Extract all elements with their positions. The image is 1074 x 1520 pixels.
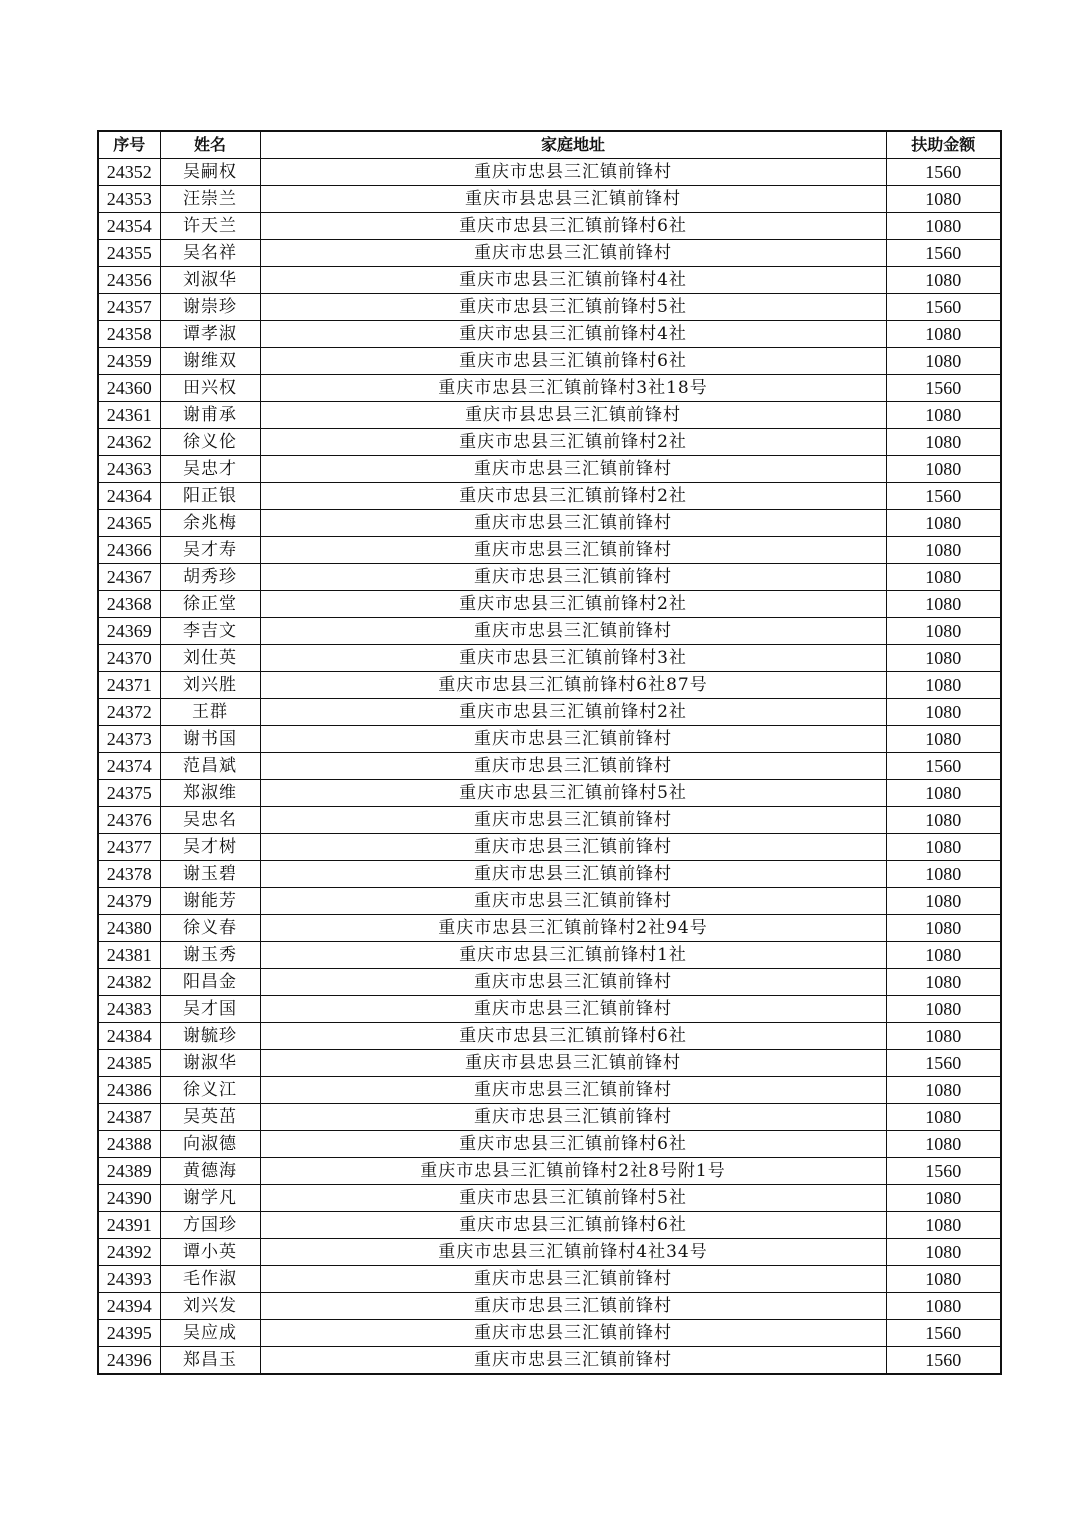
cell-address: 重庆市忠县三汇镇前锋村4社 <box>260 321 886 348</box>
cell-amount: 1080 <box>886 807 1001 834</box>
cell-address: 重庆市忠县三汇镇前锋村6社 <box>260 1131 886 1158</box>
cell-amount: 1080 <box>886 618 1001 645</box>
cell-address: 重庆市忠县三汇镇前锋村2社94号 <box>260 915 886 942</box>
cell-amount: 1080 <box>886 726 1001 753</box>
cell-name: 谢书国 <box>160 726 260 753</box>
cell-amount: 1080 <box>886 1293 1001 1320</box>
cell-address: 重庆市忠县三汇镇前锋村 <box>260 564 886 591</box>
cell-seq: 24378 <box>98 861 160 888</box>
cell-seq: 24392 <box>98 1239 160 1266</box>
cell-amount: 1080 <box>886 699 1001 726</box>
table-row <box>98 1050 1001 1077</box>
cell-amount: 1080 <box>886 1185 1001 1212</box>
cell-address: 重庆市忠县三汇镇前锋村4社34号 <box>260 1239 886 1266</box>
table-row <box>98 1023 1001 1050</box>
cell-name: 黄德海 <box>160 1158 260 1185</box>
cell-name: 刘仕英 <box>160 645 260 672</box>
cell-amount: 1080 <box>886 1077 1001 1104</box>
cell-seq: 24362 <box>98 429 160 456</box>
cell-amount: 1080 <box>886 1239 1001 1266</box>
cell-amount: 1080 <box>886 456 1001 483</box>
cell-address: 重庆市忠县三汇镇前锋村 <box>260 888 886 915</box>
cell-seq: 24363 <box>98 456 160 483</box>
table-body <box>98 159 1001 1375</box>
cell-amount: 1080 <box>886 942 1001 969</box>
cell-name: 谭小英 <box>160 1239 260 1266</box>
table-row <box>98 591 1001 618</box>
cell-name: 徐义伦 <box>160 429 260 456</box>
cell-amount: 1560 <box>886 1347 1001 1375</box>
cell-name: 田兴权 <box>160 375 260 402</box>
cell-amount: 1080 <box>886 996 1001 1023</box>
cell-name: 谭孝淑 <box>160 321 260 348</box>
cell-seq: 24354 <box>98 213 160 240</box>
cell-seq: 24358 <box>98 321 160 348</box>
cell-address: 重庆市忠县三汇镇前锋村4社 <box>260 267 886 294</box>
header-amount: 扶助金额 <box>886 131 1001 159</box>
cell-address: 重庆市忠县三汇镇前锋村 <box>260 969 886 996</box>
cell-seq: 24394 <box>98 1293 160 1320</box>
table-row <box>98 402 1001 429</box>
cell-name: 刘兴发 <box>160 1293 260 1320</box>
cell-seq: 24382 <box>98 969 160 996</box>
table-row <box>98 213 1001 240</box>
cell-amount: 1080 <box>886 429 1001 456</box>
header-name: 姓名 <box>160 131 260 159</box>
cell-address: 重庆市忠县三汇镇前锋村5社 <box>260 1185 886 1212</box>
cell-address: 重庆市忠县三汇镇前锋村6社 <box>260 1212 886 1239</box>
table-row <box>98 1347 1001 1375</box>
cell-seq: 24371 <box>98 672 160 699</box>
table-row <box>98 348 1001 375</box>
cell-name: 阳昌金 <box>160 969 260 996</box>
table-row <box>98 807 1001 834</box>
cell-address: 重庆市忠县三汇镇前锋村2社 <box>260 429 886 456</box>
table-row <box>98 834 1001 861</box>
cell-amount: 1080 <box>886 186 1001 213</box>
cell-name: 王群 <box>160 699 260 726</box>
cell-address: 重庆市忠县三汇镇前锋村 <box>260 807 886 834</box>
cell-address: 重庆市忠县三汇镇前锋村 <box>260 537 886 564</box>
table-row <box>98 753 1001 780</box>
cell-name: 余兆梅 <box>160 510 260 537</box>
table-row <box>98 1077 1001 1104</box>
cell-seq: 24390 <box>98 1185 160 1212</box>
table-row <box>98 672 1001 699</box>
cell-name: 吴忠名 <box>160 807 260 834</box>
cell-amount: 1080 <box>886 564 1001 591</box>
cell-amount: 1080 <box>886 1266 1001 1293</box>
cell-name: 范昌斌 <box>160 753 260 780</box>
cell-address: 重庆市县忠县三汇镇前锋村 <box>260 1050 886 1077</box>
table-row <box>98 1239 1001 1266</box>
cell-address: 重庆市忠县三汇镇前锋村 <box>260 1104 886 1131</box>
cell-name: 郑淑维 <box>160 780 260 807</box>
cell-seq: 24395 <box>98 1320 160 1347</box>
cell-seq: 24381 <box>98 942 160 969</box>
table-row <box>98 564 1001 591</box>
cell-name: 徐义春 <box>160 915 260 942</box>
table-row <box>98 726 1001 753</box>
table-row <box>98 321 1001 348</box>
cell-seq: 24374 <box>98 753 160 780</box>
cell-address: 重庆市县忠县三汇镇前锋村 <box>260 186 886 213</box>
cell-address: 重庆市忠县三汇镇前锋村 <box>260 1320 886 1347</box>
cell-address: 重庆市忠县三汇镇前锋村 <box>260 1347 886 1375</box>
cell-seq: 24376 <box>98 807 160 834</box>
cell-name: 许天兰 <box>160 213 260 240</box>
cell-address: 重庆市忠县三汇镇前锋村 <box>260 753 886 780</box>
table-row <box>98 1212 1001 1239</box>
header-address: 家庭地址 <box>260 131 886 159</box>
cell-name: 吴应成 <box>160 1320 260 1347</box>
header-seq: 序号 <box>98 131 160 159</box>
cell-address: 重庆市忠县三汇镇前锋村6社 <box>260 348 886 375</box>
table-row <box>98 510 1001 537</box>
table-row <box>98 429 1001 456</box>
cell-name: 谢维双 <box>160 348 260 375</box>
cell-seq: 24383 <box>98 996 160 1023</box>
cell-seq: 24379 <box>98 888 160 915</box>
cell-seq: 24375 <box>98 780 160 807</box>
cell-name: 阳正银 <box>160 483 260 510</box>
cell-address: 重庆市忠县三汇镇前锋村2社 <box>260 483 886 510</box>
cell-seq: 24353 <box>98 186 160 213</box>
cell-amount: 1560 <box>886 483 1001 510</box>
cell-seq: 24366 <box>98 537 160 564</box>
table-row <box>98 699 1001 726</box>
cell-amount: 1560 <box>886 240 1001 267</box>
cell-address: 重庆市忠县三汇镇前锋村 <box>260 510 886 537</box>
table-row <box>98 861 1001 888</box>
cell-name: 谢毓珍 <box>160 1023 260 1050</box>
cell-amount: 1080 <box>886 888 1001 915</box>
cell-amount: 1080 <box>886 969 1001 996</box>
cell-name: 谢淑华 <box>160 1050 260 1077</box>
cell-name: 徐正堂 <box>160 591 260 618</box>
cell-address: 重庆市忠县三汇镇前锋村2社8号附1号 <box>260 1158 886 1185</box>
table-row <box>98 294 1001 321</box>
table-row <box>98 456 1001 483</box>
table-row <box>98 1158 1001 1185</box>
cell-name: 郑昌玉 <box>160 1347 260 1375</box>
cell-seq: 24393 <box>98 1266 160 1293</box>
cell-name: 谢崇珍 <box>160 294 260 321</box>
cell-seq: 24355 <box>98 240 160 267</box>
cell-seq: 24373 <box>98 726 160 753</box>
cell-address: 重庆市忠县三汇镇前锋村3社 <box>260 645 886 672</box>
cell-amount: 1080 <box>886 348 1001 375</box>
cell-amount: 1560 <box>886 375 1001 402</box>
table-row <box>98 1320 1001 1347</box>
cell-amount: 1080 <box>886 1023 1001 1050</box>
cell-address: 重庆市忠县三汇镇前锋村 <box>260 726 886 753</box>
cell-address: 重庆市忠县三汇镇前锋村2社 <box>260 591 886 618</box>
cell-amount: 1080 <box>886 915 1001 942</box>
cell-seq: 24388 <box>98 1131 160 1158</box>
table-row <box>98 888 1001 915</box>
table-row <box>98 483 1001 510</box>
cell-name: 李吉文 <box>160 618 260 645</box>
cell-address: 重庆市忠县三汇镇前锋村5社 <box>260 294 886 321</box>
table-row <box>98 780 1001 807</box>
cell-amount: 1080 <box>886 213 1001 240</box>
cell-seq: 24352 <box>98 159 160 186</box>
cell-seq: 24357 <box>98 294 160 321</box>
cell-seq: 24372 <box>98 699 160 726</box>
cell-address: 重庆市忠县三汇镇前锋村6社 <box>260 213 886 240</box>
cell-amount: 1560 <box>886 1158 1001 1185</box>
cell-amount: 1080 <box>886 780 1001 807</box>
cell-seq: 24370 <box>98 645 160 672</box>
cell-amount: 1080 <box>886 321 1001 348</box>
cell-address: 重庆市忠县三汇镇前锋村 <box>260 1293 886 1320</box>
cell-address: 重庆市忠县三汇镇前锋村1社 <box>260 942 886 969</box>
cell-name: 谢学凡 <box>160 1185 260 1212</box>
cell-seq: 24396 <box>98 1347 160 1375</box>
header-row <box>98 131 1001 159</box>
cell-seq: 24385 <box>98 1050 160 1077</box>
cell-amount: 1560 <box>886 159 1001 186</box>
cell-name: 胡秀珍 <box>160 564 260 591</box>
cell-amount: 1080 <box>886 591 1001 618</box>
cell-name: 吴嗣权 <box>160 159 260 186</box>
cell-name: 吴才寿 <box>160 537 260 564</box>
table-row <box>98 996 1001 1023</box>
cell-seq: 24386 <box>98 1077 160 1104</box>
cell-name: 毛作淑 <box>160 1266 260 1293</box>
cell-amount: 1080 <box>886 267 1001 294</box>
table-row <box>98 1104 1001 1131</box>
table-row <box>98 942 1001 969</box>
table-row <box>98 267 1001 294</box>
cell-name: 谢玉碧 <box>160 861 260 888</box>
table-row <box>98 240 1001 267</box>
cell-name: 刘淑华 <box>160 267 260 294</box>
cell-name: 吴名祥 <box>160 240 260 267</box>
cell-seq: 24384 <box>98 1023 160 1050</box>
cell-name: 汪崇兰 <box>160 186 260 213</box>
cell-address: 重庆市忠县三汇镇前锋村 <box>260 240 886 267</box>
table-row <box>98 618 1001 645</box>
cell-name: 吴英茁 <box>160 1104 260 1131</box>
cell-seq: 24356 <box>98 267 160 294</box>
cell-seq: 24391 <box>98 1212 160 1239</box>
table-row <box>98 1131 1001 1158</box>
table-row <box>98 1266 1001 1293</box>
cell-amount: 1080 <box>886 1131 1001 1158</box>
cell-seq: 24365 <box>98 510 160 537</box>
cell-name: 谢玉秀 <box>160 942 260 969</box>
cell-address: 重庆市忠县三汇镇前锋村6社87号 <box>260 672 886 699</box>
subsidy-roster-table <box>97 130 1002 1375</box>
cell-amount: 1560 <box>886 1050 1001 1077</box>
table-row <box>98 186 1001 213</box>
cell-seq: 24367 <box>98 564 160 591</box>
cell-address: 重庆市忠县三汇镇前锋村5社 <box>260 780 886 807</box>
cell-seq: 24364 <box>98 483 160 510</box>
cell-amount: 1080 <box>886 672 1001 699</box>
cell-seq: 24377 <box>98 834 160 861</box>
cell-seq: 24380 <box>98 915 160 942</box>
table-row <box>98 1185 1001 1212</box>
cell-name: 方国珍 <box>160 1212 260 1239</box>
cell-amount: 1560 <box>886 1320 1001 1347</box>
cell-amount: 1560 <box>886 753 1001 780</box>
cell-amount: 1080 <box>886 1104 1001 1131</box>
cell-amount: 1080 <box>886 1212 1001 1239</box>
cell-amount: 1080 <box>886 537 1001 564</box>
cell-seq: 24389 <box>98 1158 160 1185</box>
cell-seq: 24387 <box>98 1104 160 1131</box>
table-header <box>98 131 1001 159</box>
cell-name: 吴才国 <box>160 996 260 1023</box>
cell-address: 重庆市忠县三汇镇前锋村 <box>260 1077 886 1104</box>
cell-seq: 24359 <box>98 348 160 375</box>
cell-address: 重庆市忠县三汇镇前锋村 <box>260 834 886 861</box>
cell-seq: 24360 <box>98 375 160 402</box>
table-row <box>98 645 1001 672</box>
cell-address: 重庆市忠县三汇镇前锋村 <box>260 159 886 186</box>
cell-address: 重庆市忠县三汇镇前锋村2社 <box>260 699 886 726</box>
cell-amount: 1080 <box>886 861 1001 888</box>
table-row <box>98 375 1001 402</box>
cell-name: 刘兴胜 <box>160 672 260 699</box>
cell-amount: 1080 <box>886 834 1001 861</box>
cell-seq: 24368 <box>98 591 160 618</box>
cell-amount: 1080 <box>886 510 1001 537</box>
cell-address: 重庆市忠县三汇镇前锋村 <box>260 456 886 483</box>
cell-address: 重庆市忠县三汇镇前锋村3社18号 <box>260 375 886 402</box>
table-row <box>98 537 1001 564</box>
cell-name: 向淑德 <box>160 1131 260 1158</box>
cell-name: 吴忠才 <box>160 456 260 483</box>
cell-address: 重庆市忠县三汇镇前锋村 <box>260 618 886 645</box>
table-row <box>98 159 1001 186</box>
cell-seq: 24361 <box>98 402 160 429</box>
cell-name: 谢甫承 <box>160 402 260 429</box>
cell-name: 谢能芳 <box>160 888 260 915</box>
cell-address: 重庆市忠县三汇镇前锋村6社 <box>260 1023 886 1050</box>
table-row <box>98 915 1001 942</box>
cell-address: 重庆市忠县三汇镇前锋村 <box>260 996 886 1023</box>
cell-address: 重庆市忠县三汇镇前锋村 <box>260 861 886 888</box>
cell-amount: 1080 <box>886 645 1001 672</box>
table-row <box>98 1293 1001 1320</box>
cell-name: 吴才树 <box>160 834 260 861</box>
cell-address: 重庆市县忠县三汇镇前锋村 <box>260 402 886 429</box>
cell-address: 重庆市忠县三汇镇前锋村 <box>260 1266 886 1293</box>
cell-name: 徐义江 <box>160 1077 260 1104</box>
cell-seq: 24369 <box>98 618 160 645</box>
table-row <box>98 969 1001 996</box>
cell-amount: 1080 <box>886 402 1001 429</box>
cell-amount: 1560 <box>886 294 1001 321</box>
